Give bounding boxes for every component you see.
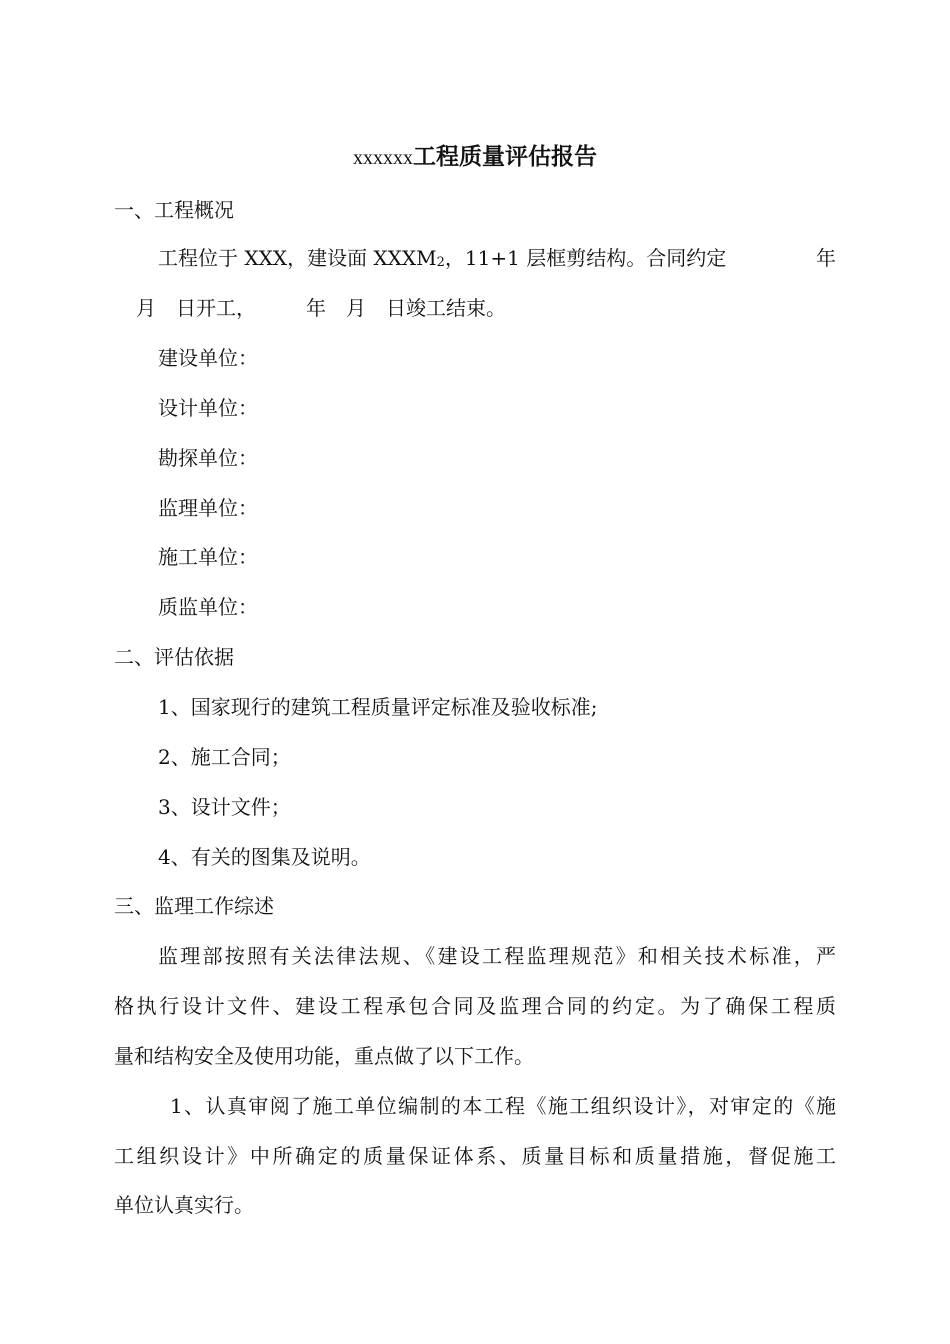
unit-construction: 建设单位： [158, 346, 258, 370]
title-main: 工程质量评估报告 [413, 144, 597, 170]
unit-builder: 施工单位： [158, 545, 258, 569]
unit-quality-inspection: 质监单位： [158, 595, 258, 619]
overview-line1-part-a: 工程位于 XXX，建设面 XXXM [158, 246, 437, 270]
basis-item-1: 1、国家现行的建筑工程质量评定标准及验收标准; [158, 695, 598, 719]
overview-line1-year: 年 [816, 246, 836, 270]
document-title [0, 138, 950, 171]
unit-design: 设计单位： [158, 396, 258, 420]
overview-line1 [158, 244, 726, 276]
para2-line1: 1、认真审阅了施工单位编制的本工程《施工组织设计》，对审定的《施 [170, 1094, 836, 1118]
overview-line1-part-b: ，11+1 层框剪结构。合同约定 [444, 246, 727, 270]
section1-heading: 一、工程概况 [114, 198, 234, 222]
title-prefix: xxxxxx [353, 147, 413, 169]
unit-supervision: 监理单位： [158, 496, 258, 520]
unit-survey: 勘探单位： [158, 446, 258, 470]
para2-line3: 单位认真实行。 [114, 1193, 254, 1217]
section3-heading: 三、监理工作综述 [114, 894, 274, 918]
para1-line1: 监理部按照有关法律法规、《建设工程监理规范》和相关技术标准，严 [158, 944, 836, 968]
overview-line2: 月 日开工， 年 月 日竣工结束。 [136, 296, 506, 320]
basis-item-3: 3、设计文件； [158, 795, 291, 819]
area-superscript: 2 [436, 255, 445, 270]
para2-line2: 工组织设计》中所确定的质量保证体系、质量目标和质量措施，督促施工 [114, 1144, 836, 1168]
para1-line3: 量和结构安全及使用功能，重点做了以下工作。 [114, 1044, 534, 1068]
section2-heading: 二、评估依据 [114, 645, 234, 669]
basis-item-4: 4、有关的图集及说明。 [158, 845, 371, 869]
para1-line2: 格执行设计文件、建设工程承包合同及监理合同的约定。为了确保工程质 [114, 994, 836, 1018]
basis-item-2: 2、施工合同； [158, 745, 291, 769]
